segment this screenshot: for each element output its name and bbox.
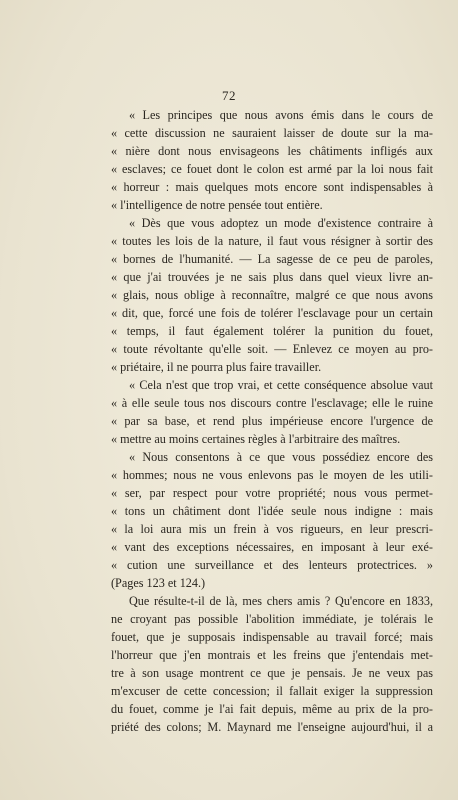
text-line: « par sa base, et rend plus impérieuse encore l'urgence de	[111, 414, 433, 428]
text-line: priété des colons; M. Maynard me l'enseigne aujourd'hui, il a	[111, 720, 433, 734]
text-line: (Pages 123 et 124.)	[111, 576, 206, 590]
text-line: « à elle seule tous nos discours contre l'esclavage; elle le ruine	[111, 396, 433, 410]
text-line: « toute révoltante qu'elle soit. — Enlevez ce moyen au pro-	[111, 342, 433, 356]
page-number: 72	[222, 88, 236, 103]
text-line: « cution une surveillance et des lenteurs protectrices. »	[111, 558, 433, 572]
text-line: tre à son usage montrent ce que je pensais. Je ne veux pas	[111, 666, 433, 680]
text-line: « temps, il faut également tolérer la punition du fouet,	[111, 324, 433, 338]
text-line: m'excuser de cette concession; il fallait exiger la suppression	[111, 684, 433, 698]
text-line: « nière dont nous envisageons les châtiments infligés aux	[111, 144, 433, 158]
text-line: l'horreur que j'en montrais et les freins que j'entendais met-	[111, 648, 433, 662]
text-line: « la loi aura mis un frein à vos rigueurs, en leur prescri-	[111, 522, 433, 536]
text-line: « ser, par respect pour votre propriété; nous vous permet-	[111, 486, 433, 500]
text-line: « que j'ai trouvées je ne sais plus dans quel vieux livre an-	[111, 270, 433, 284]
text-line: « cette discussion ne sauraient laisser de doute sur la ma-	[111, 126, 433, 140]
text-line: ne croyant pas possible l'abolition immédiate, je tolérais le	[111, 612, 433, 626]
text-line: « horreur : mais quelques mots encore sont indispensables à	[111, 180, 433, 194]
text-line: « esclaves; ce fouet dont le colon est armé par la loi nous fait	[111, 162, 433, 176]
text-line: « Cela n'est que trop vrai, et cette conséquence absolue vaut	[129, 378, 433, 392]
text-line: « priétaire, il ne pourra plus faire travailler.	[111, 360, 322, 374]
text-line: « toutes les lois de la nature, il faut vous résigner à sortir des	[111, 234, 433, 248]
text-line: Que résulte-t-il de là, mes chers amis ? Qu'encore en 1833,	[129, 594, 433, 608]
text-line: du fouet, comme je l'ai fait depuis, même au prix de la pro-	[111, 702, 433, 716]
text-line: « l'intelligence de notre pensée tout entière.	[111, 198, 323, 212]
text-line: « mettre au moins certaines règles à l'arbitraire des maîtres.	[111, 432, 401, 446]
text-line: « glais, nous oblige à reconnaître, malgré ce que nous avons	[111, 288, 433, 302]
text-line: « Les principes que nous avons émis dans le cours de	[129, 108, 433, 122]
text-line: « bornes de l'humanité. — La sagesse de ce peu de paroles,	[111, 252, 433, 266]
text-line: fouet, que je supposais indispensable au travail forcé; mais	[111, 630, 433, 644]
text-line: « vant des exceptions nécessaires, en imposant à leur exé-	[111, 540, 433, 554]
text-line: « Dès que vous adoptez un mode d'existence contraire à	[129, 216, 433, 230]
text-line: « dit, que, forcé une fois de tolérer l'esclavage pour un certain	[111, 306, 433, 320]
text-line: « hommes; nous ne vous enlevons pas le moyen de les utili-	[111, 468, 433, 482]
text-line: « tons un châtiment dont l'idée seule nous indigne : mais	[111, 504, 433, 518]
text-line: « Nous consentons à ce que vous possédiez encore des	[129, 450, 433, 464]
body-text	[111, 106, 433, 736]
